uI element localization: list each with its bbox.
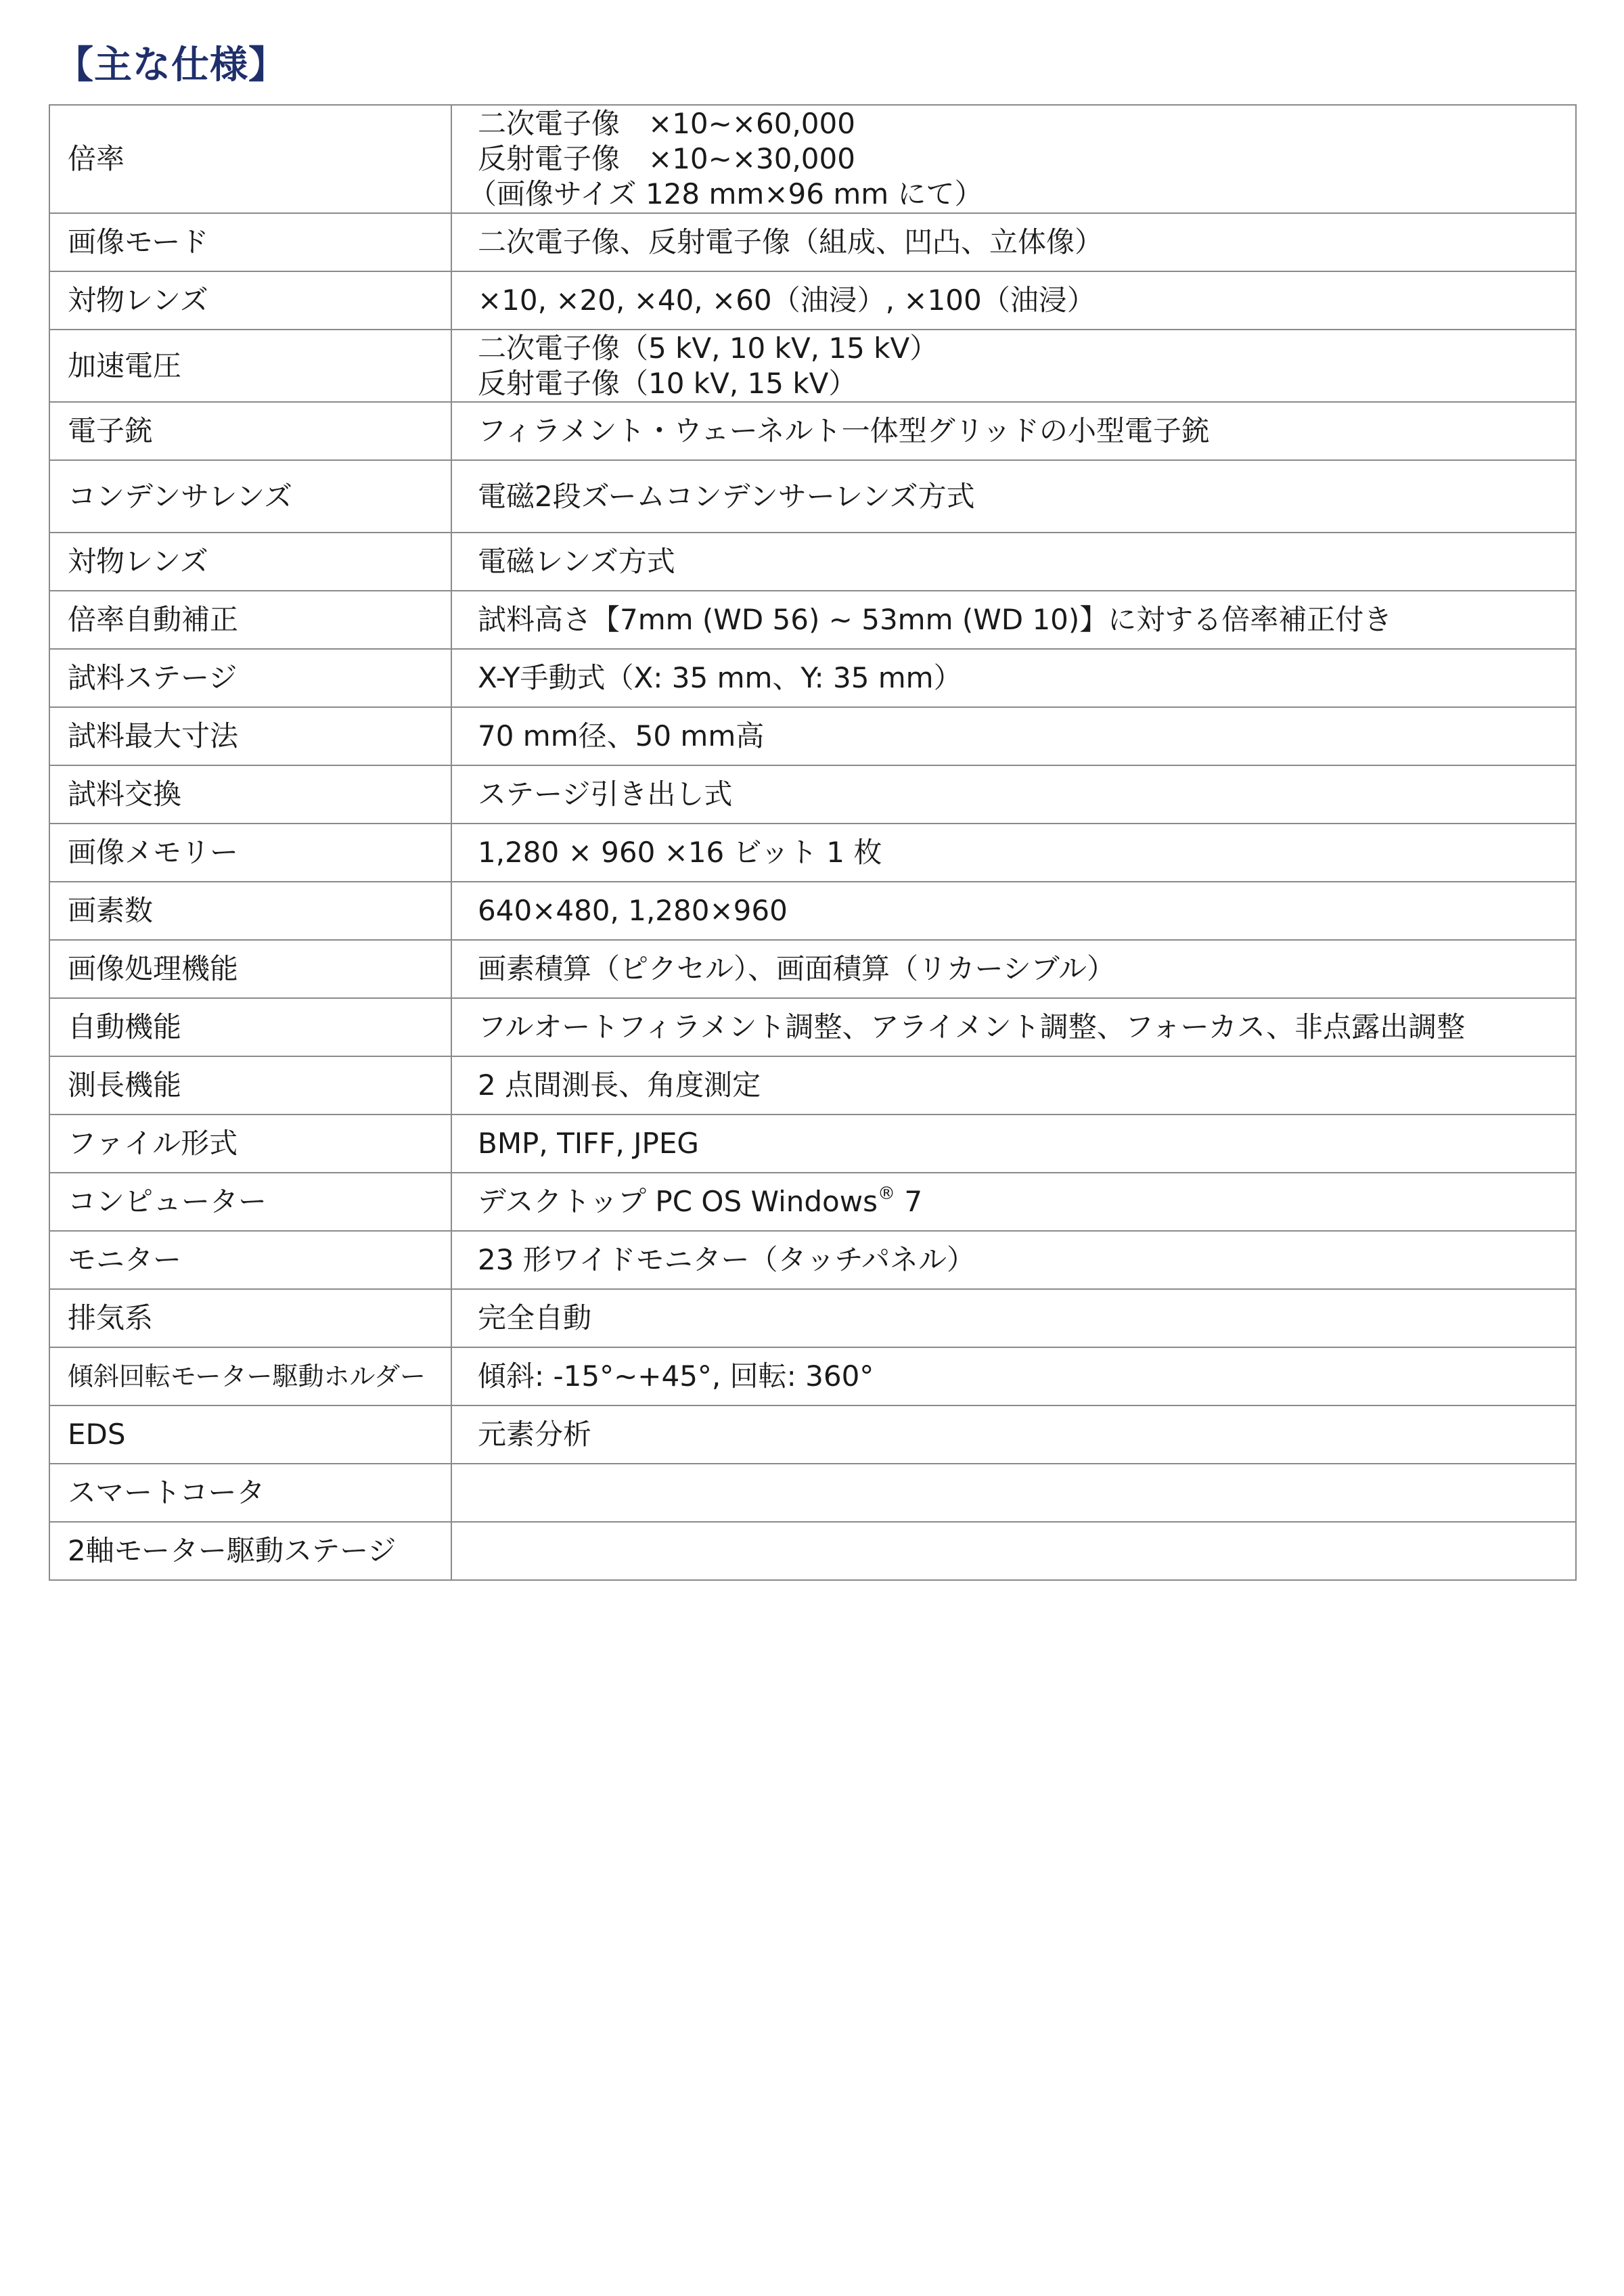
spec-value-line: 2 点間測長、角度測定 (478, 1068, 761, 1102)
spec-value (451, 824, 1576, 882)
spec-value-line: 640×480, 1,280×960 (478, 894, 788, 927)
spec-label: 加速電圧 (49, 330, 451, 402)
spec-table-body (49, 105, 1576, 1580)
spec-value (451, 1289, 1576, 1347)
spec-value (451, 591, 1576, 649)
spec-label: 対物レンズ (49, 271, 451, 330)
spec-value (451, 330, 1576, 402)
spec-value (451, 1173, 1576, 1231)
spec-label: スマートコータ (49, 1464, 451, 1522)
spec-label: 電子銃 (49, 402, 451, 460)
spec-label: コンピューター (49, 1173, 451, 1231)
spec-label: 倍率自動補正 (49, 591, 451, 649)
spec-value (451, 105, 1576, 213)
spec-value (451, 707, 1576, 765)
table-row (49, 533, 1576, 591)
spec-value (451, 1231, 1576, 1289)
table-row (49, 998, 1576, 1056)
spec-value-line: ステージ引き出し式 (478, 778, 733, 811)
table-row (49, 940, 1576, 998)
spec-value-line: 二次電子像（5 kV, 10 kV, 15 kV） (478, 331, 939, 365)
table-row (49, 707, 1576, 765)
spec-value (451, 271, 1576, 330)
table-row (49, 271, 1576, 330)
spec-label: 画像処理機能 (49, 940, 451, 998)
table-row (49, 1405, 1576, 1464)
table-row (49, 1115, 1576, 1173)
spec-label: コンデンサレンズ (49, 460, 451, 533)
spec-value-line: X-Y手動式（X: 35 mm、Y: 35 mm） (478, 661, 962, 694)
spec-value (451, 460, 1576, 533)
spec-value (451, 1405, 1576, 1464)
spec-label: 傾斜回転モーター駆動ホルダー (49, 1347, 451, 1405)
spec-value (451, 1522, 1576, 1580)
spec-value (451, 533, 1576, 591)
table-row (49, 882, 1576, 940)
table-row (49, 1347, 1576, 1405)
table-row (49, 1173, 1576, 1231)
spec-value-line: 1,280 × 960 ×16 ビット 1 枚 (478, 836, 882, 869)
table-row (49, 1522, 1576, 1580)
page-title: 【主な仕様】 (55, 43, 287, 87)
spec-label: 画像メモリー (49, 824, 451, 882)
spec-value-line: フルオートフィラメント調整、アライメント調整、フォーカス、非点露出調整 (478, 1010, 1466, 1043)
table-row (49, 1231, 1576, 1289)
spec-value-line: ×10, ×20, ×40, ×60（油浸）, ×100（油浸） (478, 284, 1096, 317)
spec-value-line: 23 形ワイドモニター（タッチパネル） (478, 1243, 976, 1276)
table-row (49, 765, 1576, 824)
spec-table (49, 104, 1577, 1581)
spec-label: ファイル形式 (49, 1115, 451, 1173)
spec-value-suffix: 7 (895, 1185, 923, 1218)
spec-value-line: デスクトップ PC OS Windows (478, 1185, 878, 1218)
table-row (49, 213, 1576, 271)
spec-value-line: 試料高さ【7mm (WD 56) ~ 53mm (WD 10)】に対する倍率補正付き (478, 603, 1393, 636)
spec-label: 自動機能 (49, 998, 451, 1056)
spec-value-line: （画像サイズ 128 mm×96 mm にて） (468, 177, 983, 210)
spec-label: EDS (49, 1405, 451, 1464)
table-row (49, 591, 1576, 649)
spec-value-line: 元素分析 (478, 1418, 592, 1451)
spec-label: モニター (49, 1231, 451, 1289)
spec-value-line: フィラメント・ウェーネルト一体型グリッドの小型電子銃 (478, 414, 1210, 447)
spec-value (451, 1115, 1576, 1173)
spec-value-line: 反射電子像（10 kV, 15 kV） (478, 366, 857, 400)
spec-label: 試料ステージ (49, 649, 451, 707)
spec-value-line: 電磁レンズ方式 (478, 545, 675, 578)
table-row (49, 460, 1576, 533)
spec-label: 対物レンズ (49, 533, 451, 591)
table-row (49, 1464, 1576, 1522)
spec-value (451, 402, 1576, 460)
spec-value-line: 二次電子像、反射電子像（組成、凹凸、立体像） (478, 225, 1104, 258)
spec-value (451, 940, 1576, 998)
table-row (49, 330, 1576, 402)
spec-label: 2軸モーター駆動ステージ (49, 1522, 451, 1580)
table-row (49, 1289, 1576, 1347)
spec-value-line: 70 mm径、50 mm高 (478, 719, 765, 752)
spec-value-line: 傾斜: -15°~+45°, 回転: 360° (478, 1359, 874, 1393)
spec-value (451, 998, 1576, 1056)
table-row (49, 105, 1576, 213)
spec-value-line: BMP, TIFF, JPEG (478, 1127, 699, 1160)
spec-value-line: 電磁2段ズームコンデンサーレンズ方式 (478, 479, 975, 513)
spec-label: 測長機能 (49, 1056, 451, 1115)
registered-mark: ® (877, 1184, 895, 1204)
spec-value-line: 画素積算（ピクセル）、画面積算（リカーシブル） (478, 952, 1116, 985)
spec-value (451, 1056, 1576, 1115)
spec-value-line: 完全自動 (478, 1301, 592, 1334)
spec-label: 倍率 (49, 105, 451, 213)
spec-label: 画像モード (49, 213, 451, 271)
spec-value (451, 882, 1576, 940)
spec-value (451, 213, 1576, 271)
spec-value-line: 反射電子像 ×10~×30,000 (478, 142, 855, 175)
table-row (49, 824, 1576, 882)
table-row (49, 402, 1576, 460)
spec-value (451, 649, 1576, 707)
table-row (49, 649, 1576, 707)
spec-label: 画素数 (49, 882, 451, 940)
spec-label: 試料最大寸法 (49, 707, 451, 765)
spec-value-line: 二次電子像 ×10~×60,000 (478, 107, 855, 140)
spec-label: 排気系 (49, 1289, 451, 1347)
spec-value (451, 765, 1576, 824)
spec-label: 試料交換 (49, 765, 451, 824)
spec-value (451, 1347, 1576, 1405)
table-row (49, 1056, 1576, 1115)
spec-value (451, 1464, 1576, 1522)
